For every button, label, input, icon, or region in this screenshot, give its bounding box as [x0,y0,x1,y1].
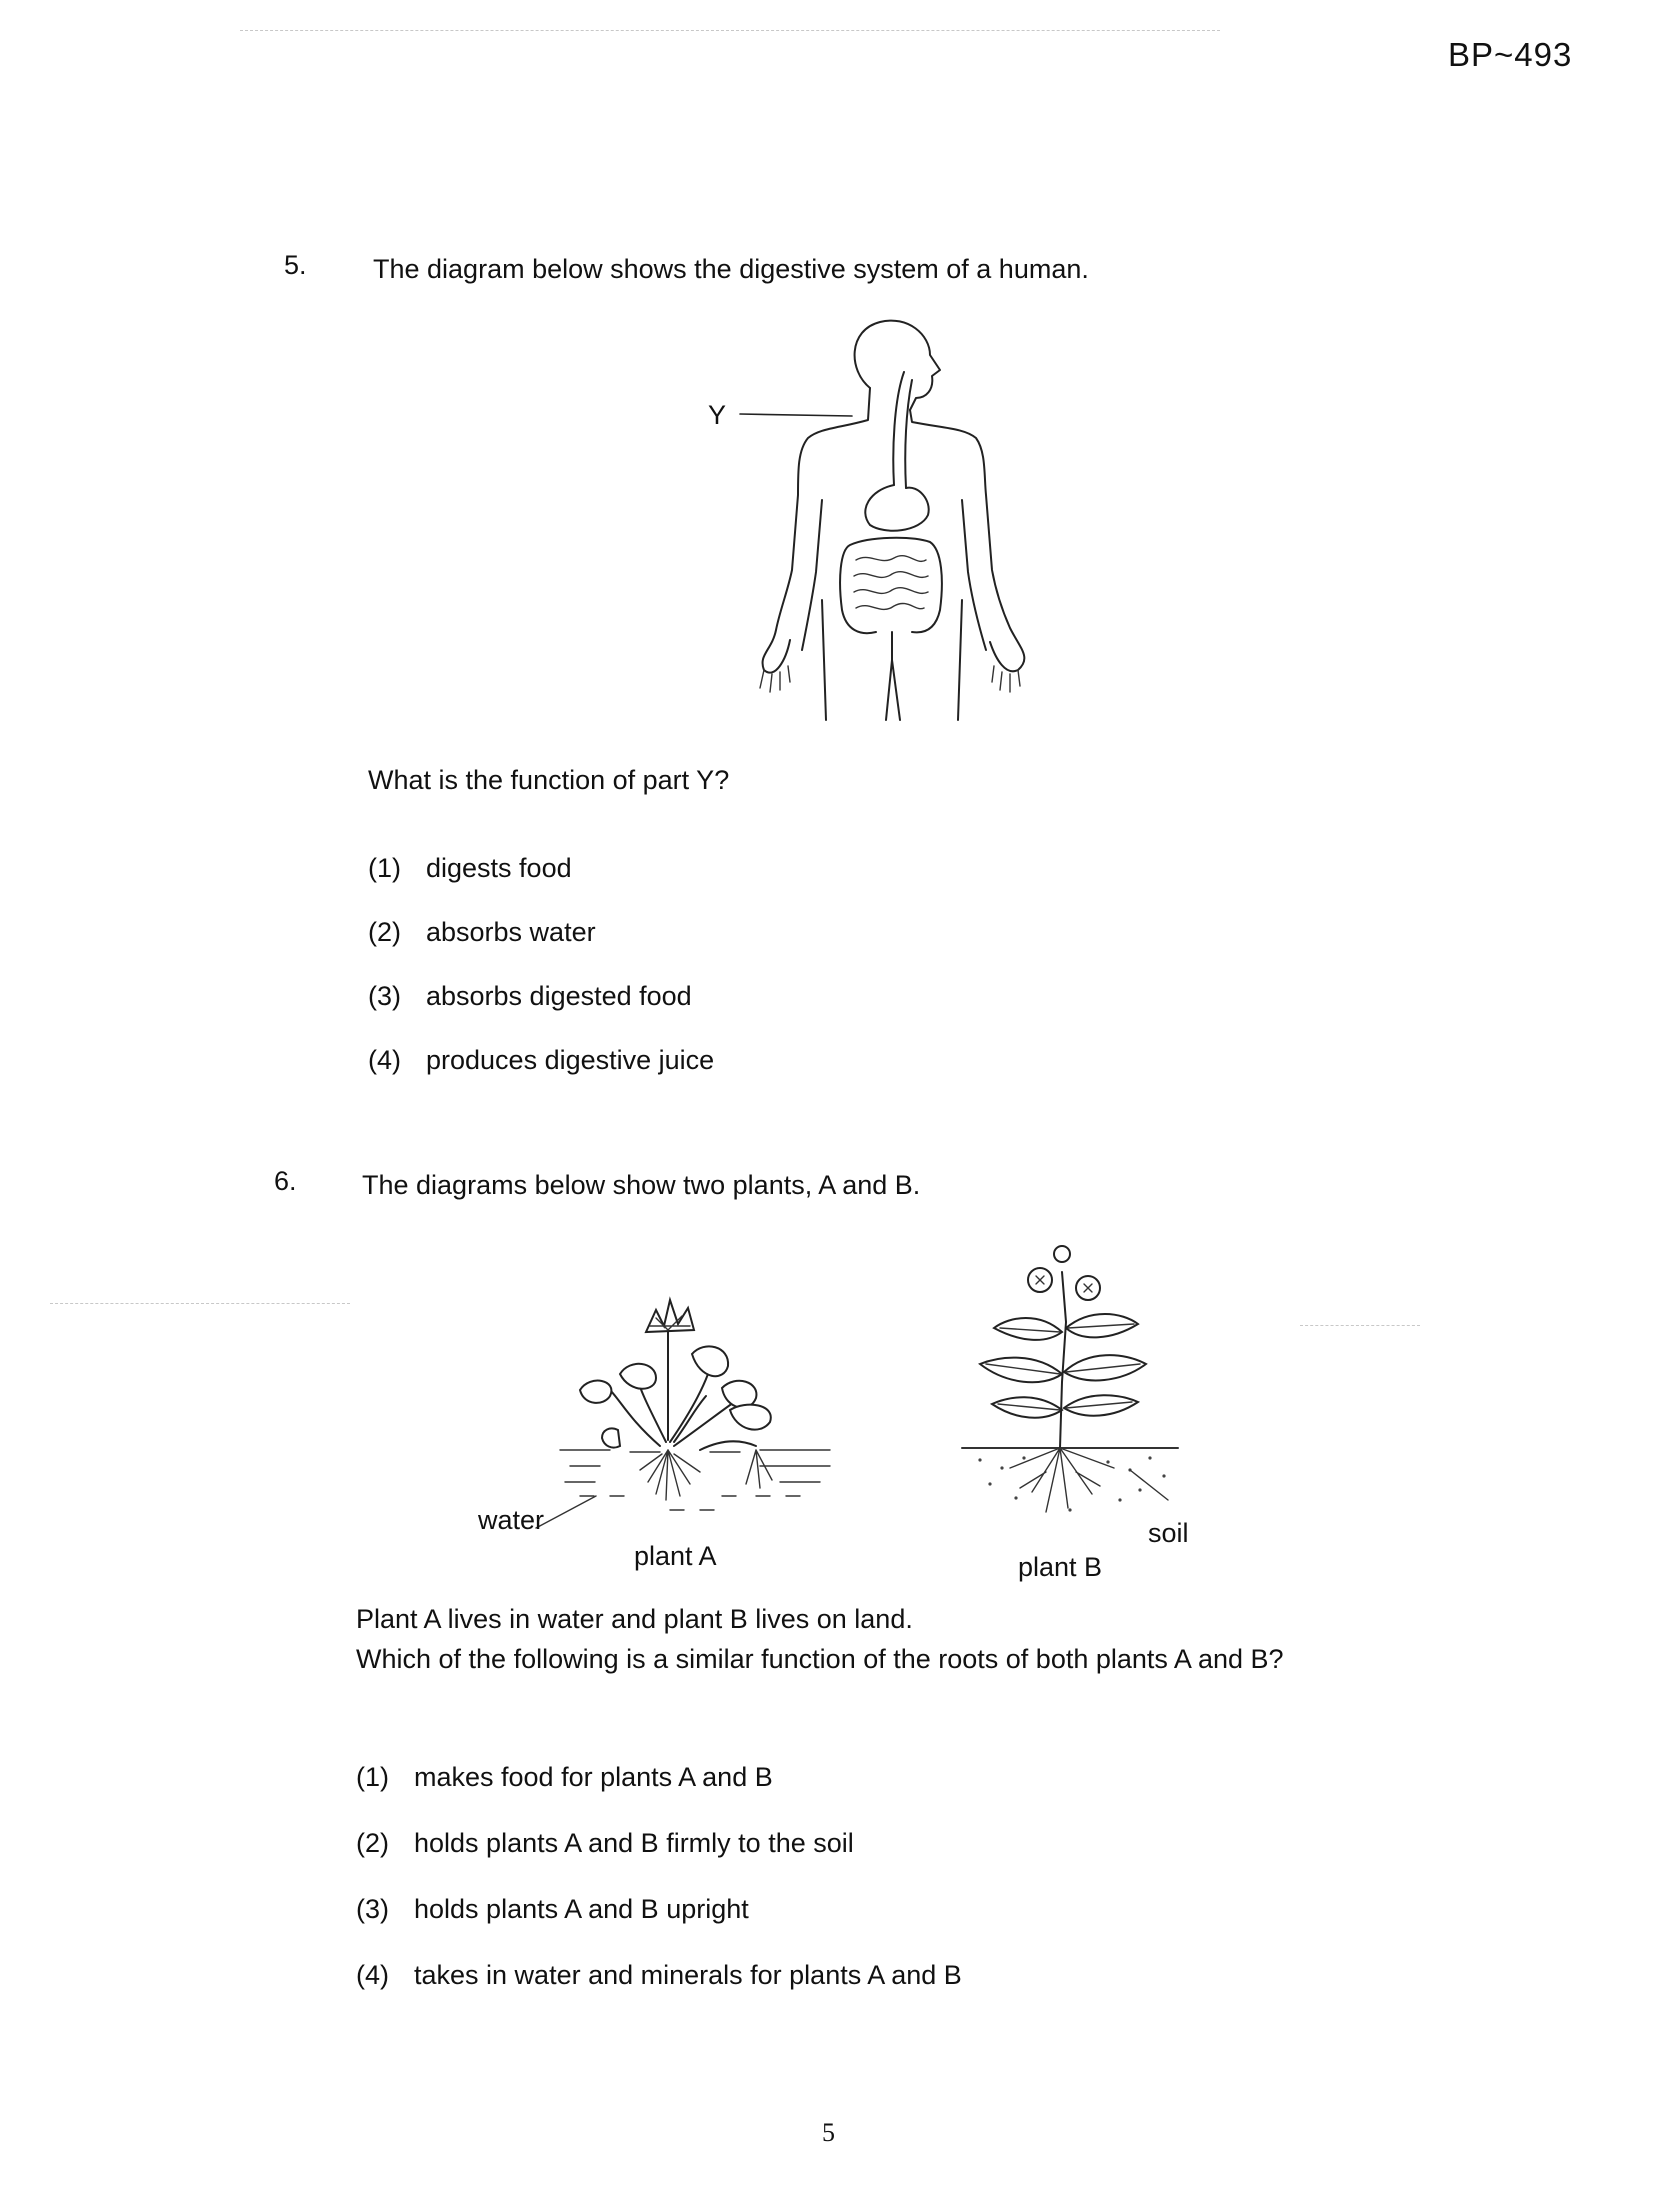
water-label: water [478,1505,545,1535]
small-intestine [854,556,928,610]
option-text: absorbs water [426,917,596,947]
option-text: produces digestive juice [426,1045,715,1075]
question-5-option-3[interactable] [368,981,692,1012]
option-number: (4) [356,1960,389,1990]
option-text: digests food [426,853,572,883]
option-text: makes food for plants A and B [414,1762,773,1792]
option-number: (1) [356,1762,389,1792]
option-text: holds plants A and B upright [414,1894,749,1924]
option-text: absorbs digested food [426,981,692,1011]
question-6-number: 6. [274,1166,297,1196]
question-5-prompt: What is the function of part Y? [368,765,730,795]
question-6-option-3[interactable] [356,1894,749,1925]
plant-b-leaf [980,1358,1062,1383]
question-6-prompt-line-2: Which of the following is a similar function of the roots of both plants A and B? [356,1644,1284,1674]
soil-pointer [1130,1470,1168,1500]
plant-b-label: plant B [1018,1552,1103,1582]
option-number: (3) [356,1894,389,1924]
plant-a-roots [640,1450,772,1500]
question-6-prompt-line-1: Plant A lives in water and plant B lives on land. [356,1604,913,1634]
option-number: (2) [368,917,401,947]
large-intestine [840,538,942,633]
plant-a-label: plant A [634,1541,717,1571]
option-number: (3) [368,981,401,1011]
page-number: 5 [822,2118,835,2147]
part-y-pointer [740,414,852,416]
water-pointer [536,1496,596,1528]
option-number: (4) [368,1045,401,1075]
option-text: holds plants A and B firmly to the soil [414,1828,854,1858]
scan-artifact-line [1300,1325,1420,1326]
right-inner-arm [962,500,986,650]
plant-b-diagram [950,1232,1190,1532]
question-5-stem: The diagram below shows the digestive system of a human. [373,254,1089,284]
plant-b-stem [1060,1272,1066,1448]
water-dashes [580,1496,800,1510]
question-6-option-1[interactable] [356,1762,773,1793]
plant-a-leaf [602,1428,620,1447]
soil-label: soil [1148,1518,1189,1548]
question-6-option-4[interactable] [356,1960,962,1991]
question-5-option-4[interactable] [368,1045,714,1076]
water-surface [560,1450,830,1482]
plant-b-roots [1010,1448,1114,1512]
left-inner-arm [802,500,822,650]
oesophagus [893,372,912,488]
question-6-option-2[interactable] [356,1828,854,1859]
scan-artifact-line [240,30,1220,31]
option-number: (1) [368,853,401,883]
plant-a-runner [700,1441,756,1450]
plant-b-bud [1054,1246,1070,1262]
option-number: (2) [356,1828,389,1858]
option-text: takes in water and minerals for plants A and B [414,1960,962,1990]
question-6-stem: The diagrams below show two plants, A and B. [362,1170,921,1200]
stomach [865,485,928,531]
question-5-option-2[interactable] [368,917,596,948]
document-code: BP~493 [1448,36,1573,73]
plant-a-leaf [692,1346,728,1376]
plant-a-leaf [730,1405,771,1430]
plant-a-leaf [580,1381,611,1403]
scan-artifact-line [50,1303,350,1304]
question-5-option-1[interactable] [368,853,572,884]
digestive-system-diagram [680,310,1100,730]
plant-a-leaf [620,1364,656,1389]
part-y-label: Y [708,400,727,430]
question-5-number: 5. [284,250,307,280]
